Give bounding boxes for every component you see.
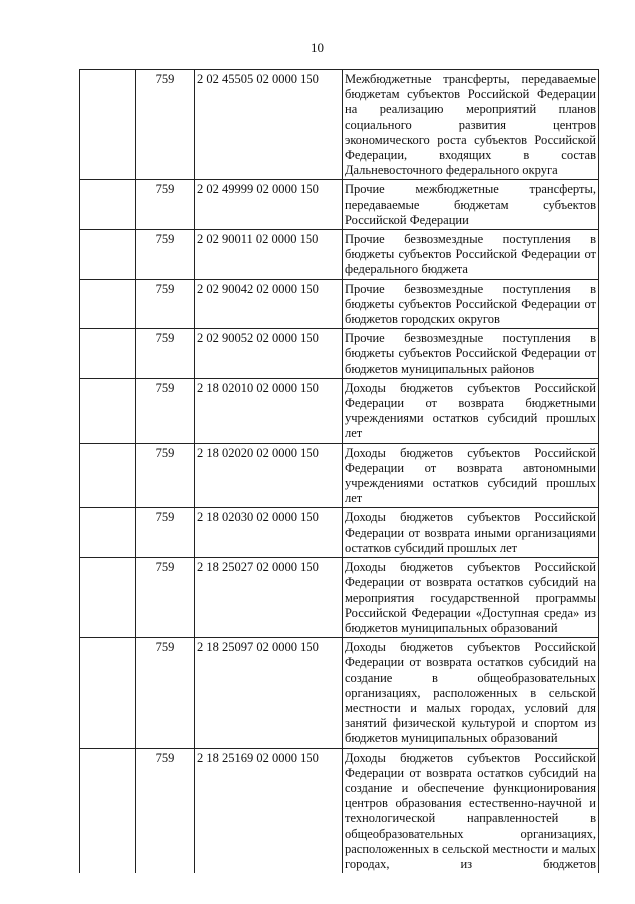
table-row <box>80 558 599 638</box>
budget-code-cell: 2 18 25097 02 0000 150 <box>195 638 343 748</box>
admin-code-cell: 759 <box>136 443 195 508</box>
budget-code-cell: 2 18 02010 02 0000 150 <box>195 378 343 443</box>
admin-code-cell: 759 <box>136 638 195 748</box>
budget-code-cell: 2 02 90052 02 0000 150 <box>195 329 343 379</box>
description-cell: Межбюджетные трансферты, передаваемые бюджетам субъектов Российской Федерации на реализацию мероприятий планов социального развития центров экономического роста субъектов Российской Федерации, входящих в состав Дальневосточного федерального округа <box>343 70 599 180</box>
blank-cell <box>80 230 136 280</box>
admin-code-cell: 759 <box>136 279 195 329</box>
page-number: 10 <box>311 40 324 55</box>
blank-cell <box>80 748 136 873</box>
description-cell: Прочие безвозмездные поступления в бюджеты субъектов Российской Федерации от бюджетов городских округов <box>343 279 599 329</box>
table-row <box>80 279 599 329</box>
admin-code-cell: 759 <box>136 748 195 873</box>
budget-code-cell: 2 02 45505 02 0000 150 <box>195 70 343 180</box>
table-row <box>80 70 599 180</box>
budget-code-cell: 2 18 02020 02 0000 150 <box>195 443 343 508</box>
budget-code-cell: 2 02 90042 02 0000 150 <box>195 279 343 329</box>
description-cell: Прочие безвозмездные поступления в бюджеты субъектов Российской Федерации от федерального бюджета <box>343 230 599 280</box>
table-row <box>80 180 599 230</box>
budget-code-cell: 2 18 25169 02 0000 150 <box>195 748 343 873</box>
blank-cell <box>80 558 136 638</box>
table-row <box>80 748 599 873</box>
blank-cell <box>80 378 136 443</box>
blank-cell <box>80 508 136 558</box>
admin-code-cell: 759 <box>136 558 195 638</box>
description-cell: Прочие межбюджетные трансферты, передаваемые бюджетам субъектов Российской Федерации <box>343 180 599 230</box>
budget-code-cell: 2 02 49999 02 0000 150 <box>195 180 343 230</box>
budget-revenue-table <box>79 69 599 873</box>
admin-code-cell: 759 <box>136 508 195 558</box>
description-cell: Доходы бюджетов субъектов Российской Федерации от возврата бюджетными учреждениями остатков субсидий прошлых лет <box>343 378 599 443</box>
description-cell: Доходы бюджетов субъектов Российской Федерации от возврата остатков субсидий на создание в общеобразовательных организациях, расположенных в сельской местности и малых городах, условий для занятий физической культурой и спортом из бюджетов муниципальных образований <box>343 638 599 748</box>
table-row <box>80 443 599 508</box>
budget-code-cell: 2 02 90011 02 0000 150 <box>195 230 343 280</box>
admin-code-cell: 759 <box>136 329 195 379</box>
description-cell: Доходы бюджетов субъектов Российской Федерации от возврата иными организациями остатков субсидий прошлых лет <box>343 508 599 558</box>
blank-cell <box>80 279 136 329</box>
admin-code-cell: 759 <box>136 70 195 180</box>
description-cell: Доходы бюджетов субъектов Российской Федерации от возврата остатков субсидий на мероприятия государственной программы Российской Федерации «Доступная среда» из бюджетов муниципальных образований <box>343 558 599 638</box>
budget-code-cell: 2 18 25027 02 0000 150 <box>195 558 343 638</box>
blank-cell <box>80 329 136 379</box>
table-row <box>80 378 599 443</box>
table-row <box>80 508 599 558</box>
admin-code-cell: 759 <box>136 230 195 280</box>
table-row <box>80 329 599 379</box>
table-row <box>80 638 599 748</box>
blank-cell <box>80 70 136 180</box>
blank-cell <box>80 180 136 230</box>
description-cell: Доходы бюджетов субъектов Российской Федерации от возврата остатков субсидий на создание и обеспечение функционирования центров образования естественно-научной и технологической направленностей в общеобразовательных организациях, расположенных в сельской местности и малых городах, из бюджетов <box>343 748 599 873</box>
budget-code-cell: 2 18 02030 02 0000 150 <box>195 508 343 558</box>
admin-code-cell: 759 <box>136 378 195 443</box>
blank-cell <box>80 443 136 508</box>
description-cell: Прочие безвозмездные поступления в бюджеты субъектов Российской Федерации от бюджетов муниципальных районов <box>343 329 599 379</box>
table-row <box>80 230 599 280</box>
admin-code-cell: 759 <box>136 180 195 230</box>
blank-cell <box>80 638 136 748</box>
description-cell: Доходы бюджетов субъектов Российской Федерации от возврата автономными учреждениями остатков субсидий прошлых лет <box>343 443 599 508</box>
